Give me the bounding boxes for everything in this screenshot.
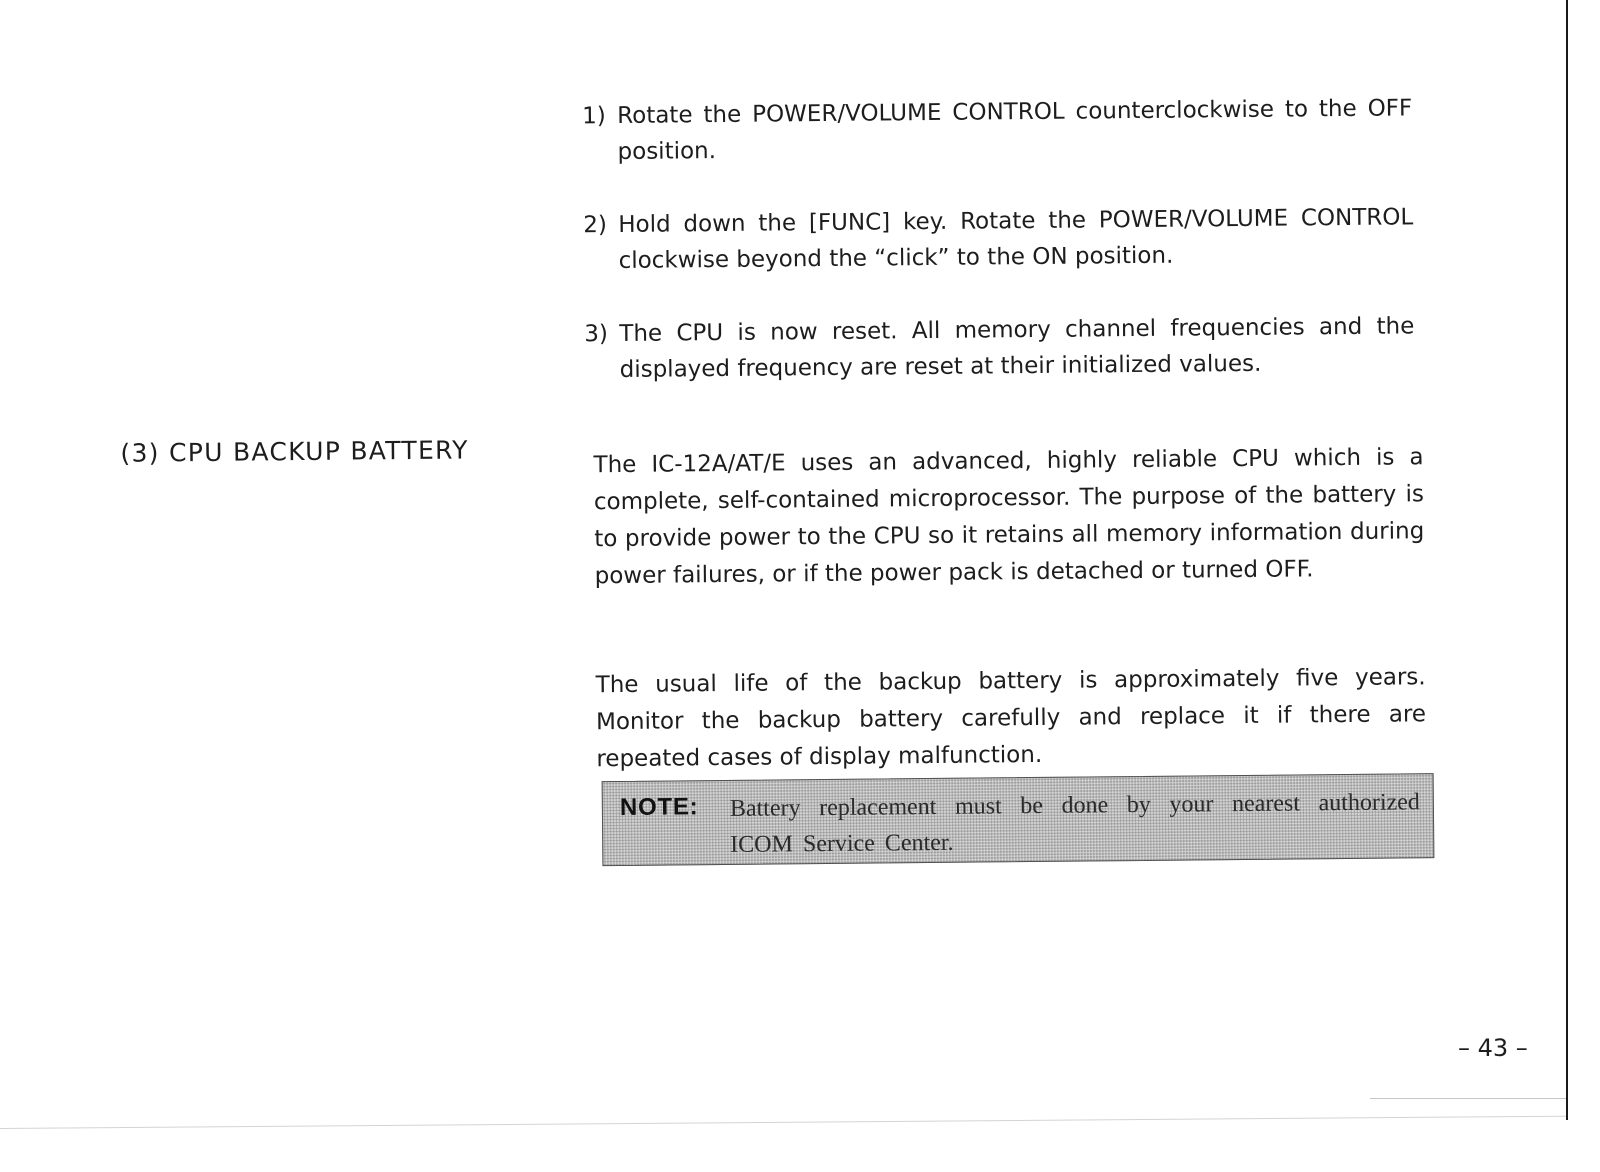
step-item <box>583 199 1414 279</box>
step-item <box>582 90 1413 170</box>
step-text: Rotate the POWER/VOLUME CONTROL counterclockwise to the OFF position. <box>617 95 1413 165</box>
step-number: 2) <box>583 212 608 239</box>
note-box <box>602 773 1435 866</box>
battery-description-paragraph: The IC-12A/AT/E uses an advanced, highly reliable CPU which is a complete, self-contained microprocessor. The purpose of the battery is to provide power to the CPU so it retains all memory information during power failures, or if the power pack is detached or turned OFF. <box>593 444 1425 590</box>
step-text: Hold down the [FUNC] key. Rotate the POWER/VOLUME CONTROL clockwise beyond the “click” to the ON position. <box>618 204 1414 274</box>
reset-steps-list <box>582 90 1415 425</box>
step-number: 1) <box>582 103 606 130</box>
step-item <box>584 308 1415 388</box>
page-number: – 43 – <box>1458 1034 1528 1062</box>
step-number: 3) <box>584 321 609 348</box>
step-text: The CPU is now reset. All memory channel frequencies and the displayed frequency are reset at their initialized values. <box>619 313 1415 383</box>
section-heading: (3) CPU BACKUP BATTERY <box>120 435 469 468</box>
note-text: Battery replacement must be done by your nearest authorized ICOM Service Center. <box>729 789 1420 858</box>
battery-life-paragraph: The usual life of the backup battery is approximately five years. Monitor the backup battery carefully and replace it if there are repeated cases of display malfunction. <box>595 664 1427 773</box>
note-label: NOTE: <box>619 793 699 821</box>
